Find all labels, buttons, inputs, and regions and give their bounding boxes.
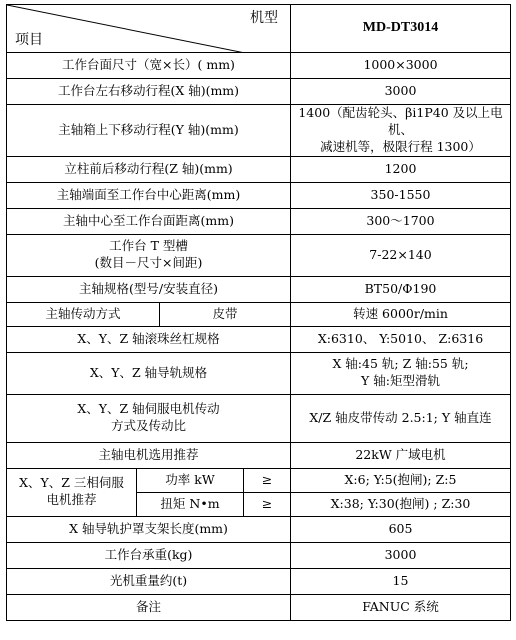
table-row xyxy=(7,468,511,492)
table-row xyxy=(7,208,511,234)
row-value: 1200 xyxy=(291,156,511,182)
item-label: 项目 xyxy=(15,32,43,49)
table-row xyxy=(7,79,511,105)
row-label: 主轴传动方式 xyxy=(7,302,160,326)
row-value: 22kW 广域电机 xyxy=(291,442,511,468)
table-row xyxy=(7,442,511,468)
table-row xyxy=(7,594,511,620)
row-label xyxy=(7,468,137,516)
row-value: 3000 xyxy=(291,79,511,105)
row-value-line: Y 轴:矩型滑轨 xyxy=(361,373,440,389)
row-label-line: X、Y、Z 轴伺服电机传动 xyxy=(77,401,220,417)
row-value: 3000 xyxy=(291,542,511,568)
table-row xyxy=(7,352,511,394)
row-value: 15 xyxy=(291,568,511,594)
power-label: 功率 kW xyxy=(137,468,244,492)
row-value: 350-1550 xyxy=(291,182,511,208)
torque-label: 扭矩 N•m xyxy=(137,492,244,516)
table-row xyxy=(7,302,511,326)
row-value: 7-22×140 xyxy=(291,234,511,276)
table-row xyxy=(7,234,511,276)
row-value: FANUC 系统 xyxy=(291,594,511,620)
row-value xyxy=(291,352,511,394)
row-label: 工作台面尺寸（宽×长）( mm) xyxy=(7,53,291,79)
row-label: 光机重量约(t) xyxy=(7,568,291,594)
table-row xyxy=(7,53,511,79)
row-value: X/Z 轴皮带传动 2.5:1; Y 轴直连 xyxy=(291,394,511,442)
row-label: X、Y、Z 轴滚珠丝杠规格 xyxy=(7,326,291,352)
table-row xyxy=(7,542,511,568)
table-row xyxy=(7,105,511,157)
row-label-line: X、Y、Z 三相伺服 xyxy=(19,475,124,491)
row-label: 工作台左右移动行程(X 轴)(mm) xyxy=(7,79,291,105)
row-label-line: 方式及传动比 xyxy=(110,418,186,434)
row-value: BT50/Φ190 xyxy=(291,276,511,302)
row-label: 主轴箱上下移动行程(Y 轴)(mm) xyxy=(7,105,291,157)
row-value xyxy=(291,105,511,157)
row-value-line: X 轴:45 轨; Z 轴:55 轨; xyxy=(332,356,469,372)
table-row xyxy=(7,568,511,594)
table-row xyxy=(7,156,511,182)
row-value: 605 xyxy=(291,516,511,542)
row-label: 立柱前后移动行程(Z 轴)(mm) xyxy=(7,156,291,182)
row-value-line: 1400（配齿轮头、βi1P40 及以上电机、 xyxy=(298,105,503,137)
row-label-line: (数目－尺寸×间距) xyxy=(94,255,203,271)
row-label: X、Y、Z 轴导轨规格 xyxy=(7,352,291,394)
row-label: 主轴规格(型号/安装直径) xyxy=(7,276,291,302)
row-label: 主轴端面至工作台中心距离(mm) xyxy=(7,182,291,208)
model-label: 机型 xyxy=(250,10,278,26)
row-label xyxy=(7,234,291,276)
row-value: X:6310、 Y:5010、 Z:6316 xyxy=(291,326,511,352)
row-label-line: 电机推荐 xyxy=(46,492,97,508)
row-label: 备注 xyxy=(7,594,291,620)
torque-value: X:38; Y:30(抱闸) ; Z:30 xyxy=(291,492,511,516)
power-value: X:6; Y:5(抱闸); Z:5 xyxy=(291,468,511,492)
row-value: 1000×3000 xyxy=(291,53,511,79)
row-label: 工作台承重(kg) xyxy=(7,542,291,568)
row-label: 主轴中心至工作台面距离(mm) xyxy=(7,208,291,234)
row-value: 转速 6000r/min xyxy=(291,302,511,326)
row-value: 300～1700 xyxy=(291,208,511,234)
row-sub-label: 皮带 xyxy=(160,302,291,326)
diagonal-header-cell xyxy=(7,5,291,53)
row-label xyxy=(7,394,291,442)
header-row xyxy=(7,5,511,53)
torque-operator: ≥ xyxy=(244,492,291,516)
table-row xyxy=(7,276,511,302)
table-row xyxy=(7,326,511,352)
row-value-line: 减速机等，极限行程 1300） xyxy=(320,138,481,154)
model-value: MD-DT3014 xyxy=(291,5,511,53)
row-label: 主轴电机选用推荐 xyxy=(7,442,291,468)
row-label-line: 工作台 T 型槽 xyxy=(109,238,188,254)
row-label: X 轴导轨护罩支架长度(mm) xyxy=(7,516,291,542)
table-row xyxy=(7,182,511,208)
table-row xyxy=(7,394,511,442)
spec-table xyxy=(6,4,511,621)
power-operator: ≥ xyxy=(244,468,291,492)
table-row xyxy=(7,516,511,542)
